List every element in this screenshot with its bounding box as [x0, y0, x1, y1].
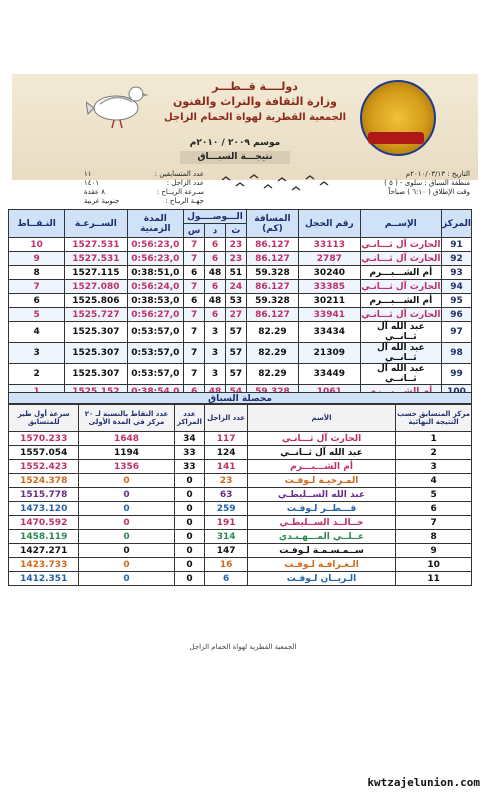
owner-name-cell: أم الشـــبـــرم	[247, 460, 395, 474]
bird-count-cell: 191	[205, 516, 247, 530]
col-distance: المسافة (كم)	[246, 210, 298, 238]
col-place-count: عدد المراكز	[174, 405, 205, 432]
result-row	[9, 266, 472, 280]
place-count-cell: 33	[174, 460, 205, 474]
rank-cell: 97	[442, 322, 472, 343]
summary-row	[9, 502, 472, 516]
hour-cell: 7	[184, 238, 205, 252]
participants-row: عدد المتسابقين : ١١	[84, 170, 204, 178]
first-speed-cell: 1427.271	[9, 544, 79, 558]
speed-cell: 1525.806	[65, 294, 127, 308]
watermark-url: kwtzajelunion.com	[367, 776, 480, 789]
rank-cell: 98	[442, 343, 472, 364]
summary-row	[9, 544, 472, 558]
duration-cell: 0:56:23,0	[127, 238, 184, 252]
speed-cell: 1527.080	[65, 280, 127, 294]
col-final-rank: مركز المتسابق حسب النتيجة النهائية	[396, 405, 472, 432]
hour-cell: 6	[184, 266, 205, 280]
owner-name-cell: عــلــي المـــهـنـدي	[247, 530, 395, 544]
final-rank-cell: 11	[396, 572, 472, 586]
first-speed-cell: 1557.054	[9, 446, 79, 460]
owner-name-cell: عبد الله آل ثــانــي	[247, 446, 395, 460]
summary-row	[9, 516, 472, 530]
result-row	[9, 294, 472, 308]
place-count-cell: 0	[174, 572, 205, 586]
seconds-cell: 57	[225, 364, 246, 385]
owner-name-cell: قـــطــر لـوفـت	[247, 502, 395, 516]
hour-cell: 7	[184, 252, 205, 266]
final-rank-cell: 10	[396, 558, 472, 572]
result-row	[9, 322, 472, 343]
ring-cell: 30240	[299, 266, 361, 280]
association-title: الجمعية القطرية لهواة الحمام الزاجل	[163, 112, 347, 123]
name-cell: الحارث آل ثـــانـي	[361, 309, 441, 320]
owner-name-cell: خــالــد الســليطـي	[247, 516, 395, 530]
speed-cell: 1527.531	[65, 252, 127, 266]
state-title: دولــــة قــطـــر	[212, 80, 298, 93]
distance-cell: 59.328	[246, 294, 298, 308]
place-count-cell: 0	[174, 516, 205, 530]
first-speed-cell: 1570.233	[9, 432, 79, 446]
wind-speed-row: سـرعة الريــاح : ٨ عقدة	[84, 188, 204, 196]
letterhead-titles	[150, 80, 360, 125]
summary-row	[9, 488, 472, 502]
owner-name-cell: الـغـرافـة لـوفـت	[247, 558, 395, 572]
name-cell: الحارث آل ثـــانـي	[361, 281, 441, 292]
release-time: وقت الإطلاق ( ٦:١٠ ) صباحاً	[388, 188, 470, 196]
final-rank-cell: 2	[396, 446, 472, 460]
col-hour: س	[184, 224, 205, 238]
bird-count-cell: 259	[205, 502, 247, 516]
results-header-row	[9, 210, 472, 224]
name-cell: عبد الله آل ثــانــي	[360, 322, 441, 343]
ring-cell: 33434	[299, 322, 361, 343]
race-region: منطقة السباق : سلوى - ( ٥ )	[384, 179, 470, 187]
duration-cell: 0:56:27,0	[127, 308, 184, 322]
final-rank-cell: 3	[396, 460, 472, 474]
final-rank-cell: 8	[396, 530, 472, 544]
bird-count-cell: 124	[205, 446, 247, 460]
rank-cell: 92	[442, 252, 472, 266]
points-total-cell: 0	[79, 474, 174, 488]
first-speed-cell: 1458.119	[9, 530, 79, 544]
result-row	[9, 308, 472, 322]
col-points: النـقــاط	[9, 210, 65, 238]
ring-cell: 33113	[299, 238, 361, 252]
points-total-cell: 1194	[79, 446, 174, 460]
bird-count-cell: 141	[205, 460, 247, 474]
place-count-cell: 0	[174, 544, 205, 558]
result-row	[9, 364, 472, 385]
summary-row	[9, 572, 472, 586]
hour-cell: 6	[184, 294, 205, 308]
ministry-title: وزارة الثقافة والتراث والفنون	[173, 95, 337, 108]
logo-ribbon	[368, 132, 424, 144]
final-rank-cell: 6	[396, 502, 472, 516]
duration-cell: 0:56:24,0	[127, 280, 184, 294]
points-total-cell: 1648	[79, 432, 174, 446]
speed-cell: 1527.531	[65, 238, 127, 252]
minutes-cell: 3	[205, 322, 226, 343]
distance-cell: 82.29	[246, 343, 298, 364]
speed-cell: 1525.307	[65, 364, 127, 385]
seconds-cell: 51	[225, 266, 246, 280]
minutes-cell: 3	[205, 343, 226, 364]
col-owner-name: الأسم	[247, 405, 395, 432]
col-first-speed: سرعة أول طير للمتسابق	[9, 405, 79, 432]
bird-count-cell: 6	[205, 572, 247, 586]
owner-name-cell: ســمـسـمـة لـوفـت	[247, 544, 395, 558]
final-rank-cell: 5	[396, 488, 472, 502]
minutes-cell: 6	[205, 238, 226, 252]
summary-title: محصلة السباق	[8, 392, 472, 404]
rank-cell: 93	[442, 266, 472, 280]
summary-row	[9, 558, 472, 572]
points-total-cell: 0	[79, 572, 174, 586]
seconds-cell: 57	[225, 343, 246, 364]
final-rank-cell: 7	[396, 516, 472, 530]
distance-cell: 86.127	[246, 280, 298, 294]
col-name: الإســم	[360, 210, 441, 238]
bird-count-cell: 23	[205, 474, 247, 488]
bird-count-cell: 16	[205, 558, 247, 572]
hour-cell: 7	[184, 364, 205, 385]
place-count-cell: 33	[174, 446, 205, 460]
race-summary-table	[8, 404, 472, 586]
name-cell: الحارث آل ثـــانـي	[361, 253, 441, 264]
points-total-cell: 0	[79, 530, 174, 544]
race-stats	[84, 170, 204, 206]
rank-cell: 95	[442, 294, 472, 308]
ring-cell: 33385	[299, 280, 361, 294]
first-speed-cell: 1515.778	[9, 488, 79, 502]
bird-count-cell: 147	[205, 544, 247, 558]
summary-row	[9, 446, 472, 460]
points-cell: 5	[9, 308, 65, 322]
col-rank: المركز	[442, 210, 472, 238]
distance-cell: 86.127	[246, 308, 298, 322]
ring-cell: 33449	[299, 364, 361, 385]
distance-cell: 82.29	[246, 322, 298, 343]
col-arrival: الـــوصــــول	[184, 210, 247, 224]
rank-cell: 96	[442, 308, 472, 322]
name-cell: أم الشـــبـــرم	[360, 266, 441, 280]
points-cell: 10	[9, 238, 65, 252]
duration-cell: 0:53:57,0	[127, 343, 184, 364]
points-total-cell: 0	[79, 502, 174, 516]
seconds-cell: 27	[225, 308, 246, 322]
seconds-cell: 53	[225, 294, 246, 308]
first-speed-cell: 1524.378	[9, 474, 79, 488]
minutes-cell: 6	[205, 252, 226, 266]
race-results-table	[8, 209, 472, 399]
col-ring: رقم الحجل	[299, 210, 361, 238]
speed-cell: 1525.727	[65, 308, 127, 322]
flying-birds-icon	[218, 172, 338, 196]
association-logo-icon	[360, 80, 436, 156]
duration-cell: 0:56:23,0	[127, 252, 184, 266]
name-cell: الحارث آل ثـــانـي	[361, 239, 441, 250]
ring-cell: 2787	[299, 252, 361, 266]
final-rank-cell: 4	[396, 474, 472, 488]
seconds-cell: 57	[225, 322, 246, 343]
name-cell: عبد الله آل ثــانــي	[360, 343, 441, 364]
summary-row	[9, 530, 472, 544]
owner-name-cell: الحارث آل ثـــانـي	[247, 432, 395, 446]
hour-cell: 7	[184, 322, 205, 343]
pigeon-icon	[86, 78, 150, 130]
distance-cell: 86.127	[246, 238, 298, 252]
race-details	[330, 170, 470, 197]
points-cell: 9	[9, 252, 65, 266]
footer-text: الجمعية القطرية لهواة الحمام الزاجل	[189, 643, 297, 651]
points-total-cell: 0	[79, 544, 174, 558]
speed-cell: 1525.307	[65, 322, 127, 343]
points-total-cell: 0	[79, 558, 174, 572]
result-row	[9, 252, 472, 266]
ring-cell: 30211	[299, 294, 361, 308]
summary-row	[9, 460, 472, 474]
first-speed-cell: 1473.120	[9, 502, 79, 516]
points-cell: 4	[9, 322, 65, 343]
points-total-cell: 1356	[79, 460, 174, 474]
distance-cell: 59.328	[246, 266, 298, 280]
hour-cell: 7	[184, 343, 205, 364]
first-speed-cell: 1552.423	[9, 460, 79, 474]
first-speed-cell: 1423.733	[9, 558, 79, 572]
summary-header-row	[9, 405, 472, 432]
seconds-cell: 23	[225, 238, 246, 252]
points-cell: 6	[9, 294, 65, 308]
col-duration: المدة الزمنية	[127, 210, 184, 238]
place-count-cell: 0	[174, 558, 205, 572]
name-cell: أم الشـــبـــرم	[360, 294, 441, 308]
minutes-cell: 48	[205, 266, 226, 280]
distance-cell: 86.127	[246, 252, 298, 266]
bird-count-cell: 314	[205, 530, 247, 544]
place-count-cell: 0	[174, 488, 205, 502]
summary-row	[9, 474, 472, 488]
duration-cell: 0:53:57,0	[127, 322, 184, 343]
first-speed-cell: 1412.351	[9, 572, 79, 586]
seconds-cell: 24	[225, 280, 246, 294]
points-total-cell: 0	[79, 488, 174, 502]
points-cell: 8	[9, 266, 65, 280]
duration-cell: 0:38:53,0	[127, 294, 184, 308]
place-count-cell: 34	[174, 432, 205, 446]
result-row	[9, 343, 472, 364]
place-count-cell: 0	[174, 530, 205, 544]
race-date: التاريخ : ٢٠١٠/٠٣/١٣م	[405, 170, 470, 178]
first-speed-cell: 1470.592	[9, 516, 79, 530]
summary-row	[9, 432, 472, 446]
bird-count-cell: 117	[205, 432, 247, 446]
owner-name-cell: المـرخيـة لـوفـت	[247, 474, 395, 488]
points-cell: 2	[9, 364, 65, 385]
place-count-cell: 0	[174, 502, 205, 516]
seconds-cell: 23	[225, 252, 246, 266]
rank-cell: 99	[442, 364, 472, 385]
final-rank-cell: 9	[396, 544, 472, 558]
place-count-cell: 0	[174, 474, 205, 488]
minutes-cell: 6	[205, 280, 226, 294]
season-label: موسم ٢٠٠٩ / ٢٠١٠م	[189, 138, 281, 148]
ring-cell: 33941	[299, 308, 361, 322]
birds-row: عدد الزاجل : ١٤٠١	[84, 179, 204, 187]
duration-cell: 0:53:57,0	[127, 364, 184, 385]
hour-cell: 7	[184, 308, 205, 322]
owner-name-cell: عبد الله الســليطـي	[247, 488, 395, 502]
col-min: د	[205, 224, 226, 238]
final-rank-cell: 1	[396, 432, 472, 446]
rank-cell: 91	[442, 238, 472, 252]
col-bird-count: عدد الزاجل	[205, 405, 247, 432]
minutes-cell: 48	[205, 294, 226, 308]
bird-count-cell: 63	[205, 488, 247, 502]
points-total-cell: 0	[79, 516, 174, 530]
distance-cell: 82.29	[246, 364, 298, 385]
hour-cell: 7	[184, 280, 205, 294]
speed-cell: 1525.307	[65, 343, 127, 364]
duration-cell: 0:38:51,0	[127, 266, 184, 280]
rank-cell: 94	[442, 280, 472, 294]
minutes-cell: 3	[205, 364, 226, 385]
minutes-cell: 6	[205, 308, 226, 322]
points-cell: 7	[9, 280, 65, 294]
name-cell: عبد الله آل ثــانــي	[360, 364, 441, 385]
points-cell: 3	[9, 343, 65, 364]
col-speed: الســرعـة	[65, 210, 127, 238]
col-sec: ث	[225, 224, 246, 238]
ring-cell: 21309	[299, 343, 361, 364]
col-points-total: عدد النقاط بالنسبة لـ ٢٠ مركز في المدة الأولى	[79, 405, 174, 432]
result-title: نتيجـــة السبـــاق	[180, 151, 290, 164]
speed-cell: 1527.115	[65, 266, 127, 280]
owner-name-cell: الـريــان لـوفـت	[247, 572, 395, 586]
result-row	[9, 238, 472, 252]
result-row	[9, 280, 472, 294]
wind-direction-row: جهـة الريـاح : جنوبية غربية	[84, 197, 204, 205]
